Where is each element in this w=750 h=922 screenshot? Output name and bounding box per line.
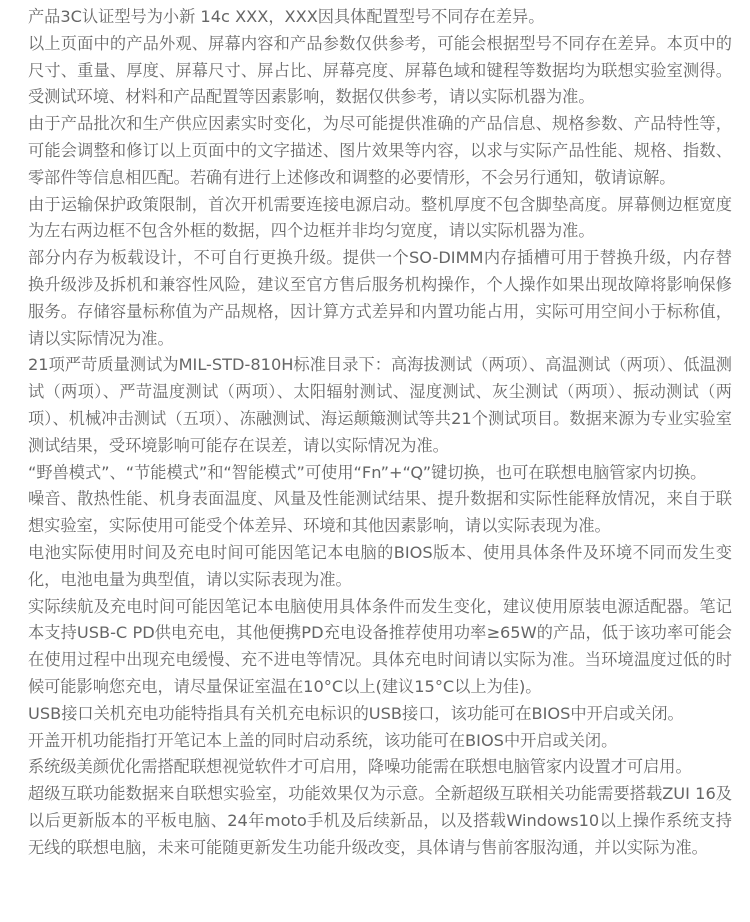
note-certification-model: 产品3C认证型号为小新 14c XXX，XXX因具体配置型号不同存在差异。 xyxy=(28,7,545,26)
note-battery-life: 电池实际使用时间及充电时间可能因笔记本电脑的BIOS版本、使用具体条件及环境不同而发生变化，电池电量为典型值，请以实际表现为准。 xyxy=(28,542,732,589)
note-charging: 实际续航及充电时间可能因笔记本电脑使用具体条件而发生变化，建议使用原装电源适配器。笔记本支持USB-C PD供电充电，其他便携PD充电设备推荐使用功率≥65W的产品，低于该功率可能会在使用过程中出现充电缓慢、充不进电等情况。具体充电时间请以实际为准。当环境温度过低的时候可能影响您充电，请尽量保证室温在10°C以上(建议15°C以上为佳)。 xyxy=(28,596,732,696)
note-appearance-parameters: 以上页面中的产品外观、屏幕内容和产品参数仅供参考，可能会根据型号不同存在差异。本页中的尺寸、重量、厚度、屏幕尺寸、屏占比、屏幕亮度、屏幕色域和键程等数据均为联想实验室测得。受测试环境、材料和产品配置等因素影响，数据仅供参考，请以实际机器为准。 xyxy=(28,33,732,107)
note-beauty-noise-reduction: 系统级美颜优化需搭配联想视觉软件才可启用，降噪功能需在联想电脑管家内设置才可启用。 xyxy=(28,757,692,777)
note-product-revisions: 由于产品批次和生产供应因素实时变化，为尽可能提供准确的产品信息、规格参数、产品特性等，可能会调整和修订以上页面中的文字描述、图片效果等内容，以求与实际产品性能、规格、指数、零部件等信息相匹配。若确有进行上述修改和调整的必要情形，不会另行通知，敬请谅解。 xyxy=(28,114,732,187)
note-performance-modes: “野兽模式”、“节能模式”和“智能模式”可使用“Fn”+“Q”键切换，也可在联想电脑管家内切换。 xyxy=(28,462,707,482)
note-lid-open-boot: 开盖开机功能指打开笔记本上盖的同时启动系统，该功能可在BIOS中开启或关闭。 xyxy=(28,730,618,750)
note-usb-power-off-charging: USB接口关机充电功能特指具有关机充电标识的USB接口，该功能可在BIOS中开启或关闭。 xyxy=(28,703,684,723)
note-mil-std-tests: 21项严苛质量测试为MIL-STD-810H标准目录下：高海拔测试（两项）、高温测试（两项）、低温测试（两项）、严苛温度测试（两项）、太阳辐射测试、湿度测试、灰尘测试（两项）、振动测试（两项）、机械冲击测试（五项）、冻融测试、海运颠簸测试等共21个测试项目。数据来源为专业实验室测试结果，受环境影响可能存在误差，请以实际情况为准。 xyxy=(28,355,732,455)
note-super-connect: 超级互联功能数据来自联想实验室，功能效果仅为示意。全新超级互联相关功能需要搭载ZUI 16及以后更新版本的平板电脑、24年moto手机及后续新品，以及搭载Windows10以上操作系统支持无线的联想电脑，未来可能随更新发生功能升级改变，具体请与售前客服沟通，并以实际为准。 xyxy=(28,784,732,857)
note-memory-storage: 部分内存为板载设计，不可自行更换升级。提供一个SO-DIMM内存插槽可用于替换升级，内存替换升级涉及拆机和兼容性风险，建议至官方售后服务机构操作，个人操作如果出现故障将影响保修服务。存储容量标称值为产品规格，因计算方式差异和内置功能占用，实际可用空间小于标称值，请以实际情况为准。 xyxy=(28,248,732,348)
note-noise-thermal: 噪音、散热性能、机身表面温度、风量及性能测试结果、提升数据和实际性能释放情况，来自于联想实验室，实际使用可能受个体差异、环境和其他因素影响，请以实际表现为准。 xyxy=(28,489,732,536)
note-transport-first-boot: 由于运输保护政策限制，首次开机需要连接电源启动。整机厚度不包含脚垫高度。屏幕侧边框宽度为左右两边框不包含外框的数据，四个边框并非均匀宽度，请以实际机器为准。 xyxy=(28,194,732,241)
